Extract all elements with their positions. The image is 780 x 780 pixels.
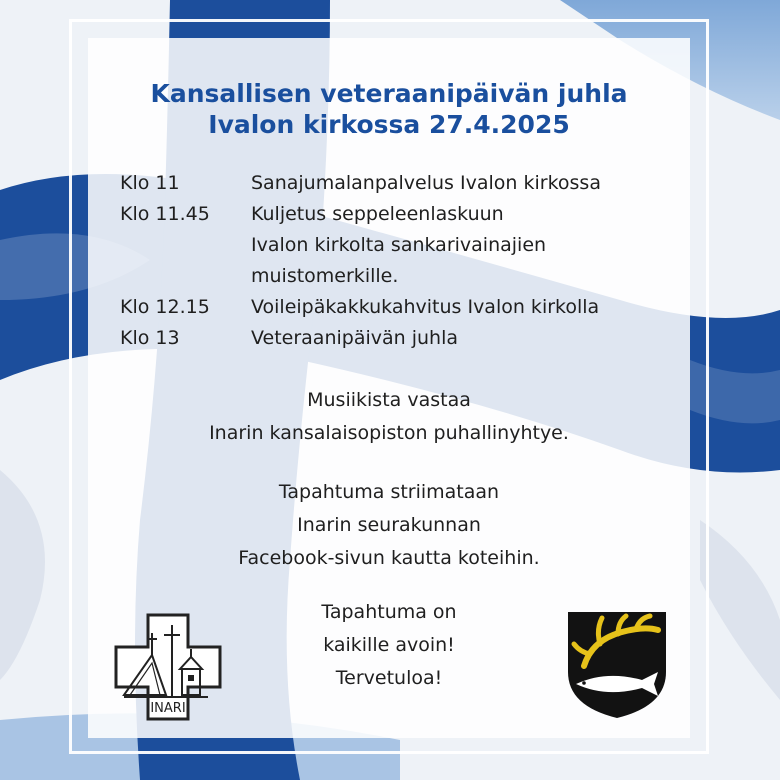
welcome-line-2: kaikille avoin!	[323, 634, 455, 656]
schedule-time: Klo 11.45	[120, 203, 210, 225]
welcome-line-3: Tervetuloa!	[335, 667, 443, 689]
stream-line-2: Inarin seurakunnan	[297, 514, 481, 536]
schedule-time: Klo 11	[120, 172, 180, 194]
inari-logo-text: INARI	[150, 701, 186, 716]
schedule-description: Voileipäkakkukahvitus Ivalon kirkolla	[251, 296, 600, 318]
stream-line-1: Tapahtuma striimataan	[278, 481, 500, 503]
title-line-2: Ivalon kirkossa 27.4.2025	[208, 110, 570, 139]
schedule-description: Kuljetus seppeleenlaskuun	[251, 203, 504, 225]
schedule-row	[120, 168, 690, 199]
title-line-1: Kansallisen veteraanipäivän juhla	[150, 79, 628, 108]
music-line-2: Inarin kansalaisopiston puhallinyhtye.	[209, 422, 569, 444]
schedule	[120, 168, 690, 354]
schedule-time: Klo 13	[120, 327, 180, 349]
schedule-description: Veteraanipäivän juhla	[251, 327, 459, 349]
inari-coat-of-arms-icon	[566, 610, 668, 720]
welcome-line-1: Tapahtuma on	[321, 601, 457, 623]
schedule-description: Sanajumalanpalvelus Ivalon kirkossa	[251, 172, 601, 194]
schedule-row	[120, 323, 690, 354]
schedule-description-continued: muistomerkille.	[251, 265, 399, 287]
page-title	[88, 78, 690, 140]
schedule-time: Klo 12.15	[120, 296, 210, 318]
schedule-row	[120, 292, 690, 323]
stream-line-3: Facebook-sivun kautta koteihin.	[238, 547, 540, 569]
inari-parish-logo-icon	[112, 611, 224, 723]
music-info	[88, 384, 690, 450]
music-line-1: Musiikista vastaa	[307, 389, 471, 411]
stream-info	[88, 476, 690, 575]
schedule-row	[120, 199, 690, 230]
schedule-description-continued: Ivalon kirkolta sankarivainajien	[251, 234, 547, 256]
